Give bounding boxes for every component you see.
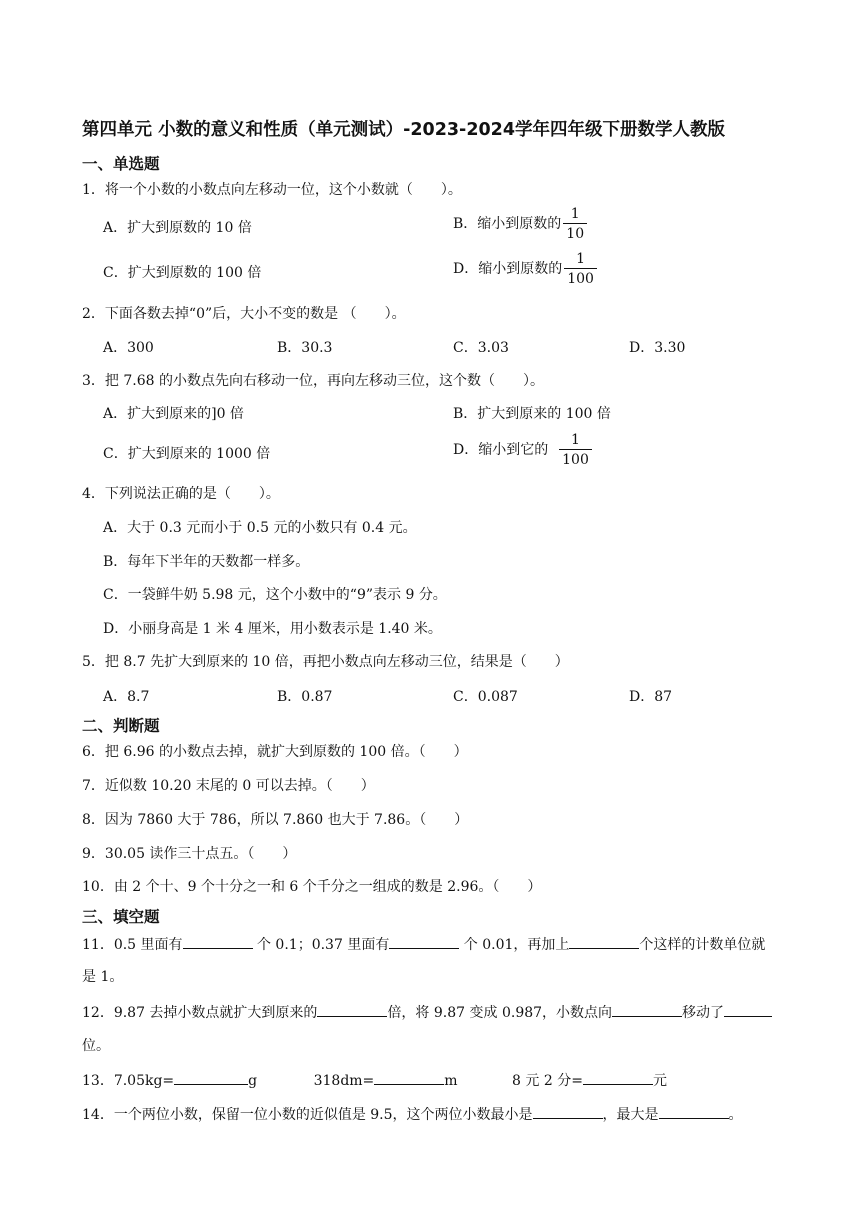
answer-blank[interactable]: [583, 1070, 653, 1085]
fraction: [559, 433, 592, 467]
question-11-text: 个这样的计数单位就: [639, 937, 766, 953]
question-3-option-a: A．扩大到原来的]0 倍: [103, 406, 244, 422]
question-8: 8．因为 7860 大于 786，所以 7.860 也大于 7.86。（ ）: [82, 812, 469, 828]
question-2-option-c: C．3.03: [453, 340, 509, 356]
answer-blank[interactable]: [569, 934, 639, 949]
question-3-option-d: [453, 433, 592, 467]
fraction-numerator: 1: [571, 432, 580, 448]
option-b-text: B．缩小到原数的: [453, 216, 562, 232]
fraction-denominator: 10: [563, 223, 587, 241]
option-d-text: D．缩小到它的: [453, 442, 549, 458]
unit-label: g: [248, 1073, 258, 1089]
fraction-numerator: 1: [576, 251, 586, 267]
question-11-text: 个 0.01，再加上: [459, 937, 570, 953]
question-12-text: 移动了: [682, 1005, 725, 1021]
question-7: 7．近似数 10.20 末尾的 0 可以去掉。（ ）: [82, 778, 375, 794]
fraction-denominator: 100: [564, 268, 597, 286]
answer-blank[interactable]: [389, 934, 459, 949]
fraction: [563, 207, 587, 241]
question-5-stem: 5．把 8.7 先扩大到原来的 10 倍，再把小数点向左移动三位，结果是（ ）: [82, 654, 569, 670]
question-3-option-b: B．扩大到原来的 100 倍: [453, 406, 611, 422]
question-2-option-d: D．3.30: [629, 340, 686, 356]
question-9: 9．30.05 读作三十点五。（ ）: [82, 846, 297, 862]
answer-blank[interactable]: [174, 1070, 248, 1085]
question-4-option-a: A．大于 0.3 元而小于 0.5 元的小数只有 0.4 元。: [103, 520, 417, 536]
answer-blank[interactable]: [374, 1070, 444, 1085]
question-5-option-d: D．87: [629, 689, 673, 705]
question-13-text: 13．7.05kg=: [82, 1073, 175, 1089]
section-true-false: 二、判断题: [82, 717, 160, 735]
fraction-denominator: 100: [559, 449, 592, 467]
question-2-option-b: B．30.3: [277, 340, 333, 356]
question-1-option-a: A．扩大到原数的 10 倍: [103, 220, 252, 236]
option-d-text: D．缩小到原数的: [453, 261, 563, 277]
answer-blank[interactable]: [183, 934, 253, 949]
question-11-line-2: 是 1。: [82, 969, 124, 985]
question-10: 10．由 2 个十、9 个十分之一和 6 个千分之一组成的数是 2.96。（ ）: [82, 879, 542, 895]
question-13-text: 318dm=: [313, 1073, 375, 1089]
page-title: 第四单元 小数的意义和性质（单元测试）-2023-2024学年四年级下册数学人教版: [82, 120, 726, 140]
question-5-option-b: B．0.87: [277, 689, 333, 705]
question-4-stem: 4．下列说法正确的是（ ）。: [82, 486, 280, 502]
question-5-option-a: A．8.7: [103, 689, 150, 705]
question-6: 6．把 6.96 的小数点去掉，就扩大到原数的 100 倍。（ ）: [82, 744, 468, 760]
question-1-option-d: [453, 252, 597, 286]
question-14-text: ，最大是: [602, 1107, 659, 1123]
section-fill-in: 三、填空题: [82, 908, 160, 926]
section-single-choice: 一、单选题: [82, 155, 160, 173]
question-3-option-c: C．扩大到原来的 1000 倍: [103, 446, 271, 462]
question-5-option-c: C．0.087: [453, 689, 518, 705]
question-11-text: 11．0.5 里面有: [82, 937, 183, 953]
question-1-option-b: [453, 207, 587, 241]
question-13: [82, 1070, 667, 1091]
unit-label: m: [444, 1073, 458, 1089]
question-2-option-a: A．300: [103, 340, 154, 356]
question-4-option-d: D．小丽身高是 1 米 4 厘米，用小数表示是 1.40 米。: [103, 621, 442, 637]
question-13-text: 8 元 2 分=: [512, 1073, 583, 1089]
question-14: [82, 1104, 743, 1125]
question-12-text: 倍，将 9.87 变成 0.987，小数点向: [387, 1005, 613, 1021]
question-3-stem: 3．把 7.68 的小数点先向右移动一位，再向左移动三位，这个数（ ）。: [82, 373, 544, 389]
question-12-line-1: [82, 1002, 772, 1023]
answer-blank[interactable]: [724, 1002, 772, 1017]
question-1-option-c: C．扩大到原数的 100 倍: [103, 265, 262, 281]
question-1-stem: 1．将一个小数的小数点向左移动一位，这个小数就（ ）。: [82, 182, 462, 198]
fraction: [564, 252, 597, 286]
answer-blank[interactable]: [533, 1104, 603, 1119]
question-11-text: 个 0.1；0.37 里面有: [252, 937, 390, 953]
question-11-line-1: [82, 934, 765, 955]
question-14-text: 14．一个两位小数，保留一位小数的近似值是 9.5，这个两位小数最小是: [82, 1107, 533, 1123]
question-12-line-2: 位。: [82, 1038, 110, 1054]
question-12-text: 12．9.87 去掉小数点就扩大到原来的: [82, 1005, 318, 1021]
answer-blank[interactable]: [317, 1002, 387, 1017]
question-14-text: 。: [728, 1107, 743, 1123]
question-2-stem: 2．下面各数去掉“0”后，大小不变的数是 （ ）。: [82, 306, 406, 322]
fraction-numerator: 1: [570, 206, 580, 222]
unit-label: 元: [652, 1073, 667, 1089]
answer-blank[interactable]: [659, 1104, 729, 1119]
answer-blank[interactable]: [612, 1002, 682, 1017]
question-4-option-c: C．一袋鲜牛奶 5.98 元，这个小数中的“9”表示 9 分。: [103, 587, 447, 603]
question-4-option-b: B．每年下半年的天数都一样多。: [103, 554, 310, 570]
